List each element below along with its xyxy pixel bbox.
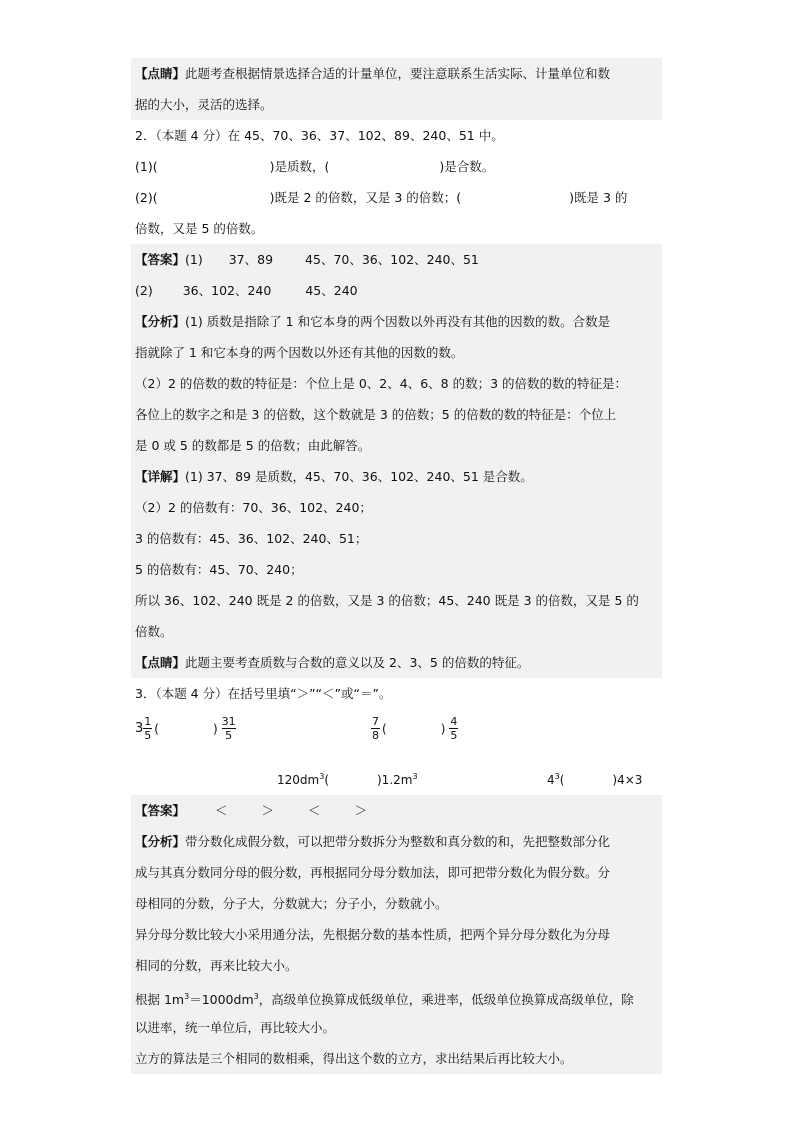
text: 倍数。 [135,624,173,639]
superscript: 3 [184,992,190,1001]
numerator: 4 [450,715,458,728]
answer-line-3 [131,795,662,826]
text-line [131,368,662,399]
text-line [131,492,662,523]
text: (2)( [135,190,158,205]
key-point-tag: 【点睛】 [135,655,186,670]
text: 根据 1m [135,992,185,1008]
text: )既是 2 的倍数，又是 3 的倍数；( [269,190,462,205]
superscript: 3 [253,992,259,1001]
text: 带分数化成假分数，可以把带分数拆分为整数和真分数的和，先把整数部分化 [185,834,611,849]
text: (1) [185,252,203,267]
text: (1) 37、89 是质数，45、70、36、102、240、51 是合数。 [185,469,533,484]
text: 相同的分数，再来比较大小。 [135,958,298,973]
mixed-fraction-comparison [135,715,236,742]
text: 36、102、240 [182,283,272,298]
text: )既是 3 的 [569,190,628,205]
text: (1) 质数是指除了 1 和它本身的两个因数以外再没有其他的因数的数。合数是 [185,314,611,329]
text: 3 的倍数有：45、36、102、240、51； [135,531,368,546]
answer-tag: 【答案】 [135,803,186,818]
whole-part: 3 [135,721,144,736]
text-line [131,888,662,919]
answer-tag: 【答案】 [135,252,186,267]
text: )4×3 [612,773,643,787]
text: 异分母分数比较大小采用通分法，先根据分数的基本性质，把两个异分母分数化为分母 [135,927,611,942]
paren: ) [212,721,218,736]
fraction [371,715,380,742]
text: 120dm [277,773,320,787]
text-line [131,919,662,950]
text: 母相同的分数，分子大，分数就大；分子小，分数就小。 [135,896,448,911]
power-comparison [547,772,642,787]
text-line [131,857,662,888]
text: 指就除了 1 和它本身的两个因数以外还有其他的因数的数。 [135,345,464,360]
key-point-line [131,58,662,89]
key-point-line [131,647,662,678]
paren: ( [154,721,159,736]
text-line [131,981,662,1012]
text: 此题考查根据情景选择合适的计量单位，要注意联系生活实际、计量单位和数 [185,66,611,81]
text: ＝1000dm [189,992,254,1008]
text: )是合数。 [439,159,495,174]
analysis-tag: 【分析】 [135,834,186,849]
numerator: 1 [144,715,152,728]
text: ，高级单位换算成低级单位，乘进率，低级单位换算成高级单位，除 [258,992,634,1008]
answer-symbol: ＞ [261,803,275,818]
text: 倍数，又是 5 的倍数。 [135,221,264,236]
answer-symbol: ＞ [354,803,368,818]
text: (1)( [135,159,158,174]
answer-line-1 [131,244,662,275]
fraction-comparison [371,715,458,742]
text: 立方的算法是三个相同的数相乘，得出这个数的立方，求出结果后再比较大小。 [135,1051,573,1066]
text-line [131,1012,662,1043]
text-line [131,585,662,616]
page-content [131,58,662,1074]
text-line [131,616,662,647]
text: 是 0 或 5 的数都是 5 的倍数；由此解答。 [135,438,371,453]
text-line [131,337,662,368]
fraction-comparison-row [131,709,662,765]
text: )是质数，( [269,159,330,174]
answer-symbol: ＜ [215,803,228,818]
text: 37、89 [228,252,274,267]
text: ( [324,773,329,787]
text-line [131,213,662,244]
numerator: 7 [372,715,379,728]
question-2-part-1 [131,151,662,182]
paren: ) [440,721,446,736]
text: 成与其真分数同分母的假分数，再根据同分母分数加法，即可把带分数化为假分数。分 [135,865,611,880]
text: 所以 36、102、240 既是 2 的倍数，又是 3 的倍数；45、240 既是 3 的倍数，又是 5 的 [135,593,639,608]
analysis-line [131,306,662,337]
text-line [131,1043,662,1074]
text: 据的大小，灵活的选择。 [135,97,273,112]
text-line [131,430,662,461]
answer-line-2 [131,275,662,306]
answer-symbol: ＜ [308,803,321,818]
text: 以进率，统一单位后，再比较大小。 [135,1020,336,1035]
text: 2．（本题 4 分）在 45、70、36、37、102、89、240、51 中。 [135,128,504,143]
superscript: 3 [319,772,325,781]
text-line [131,554,662,585]
denominator: 5 [144,729,152,742]
text: 45、70、36、102、240、51 [305,252,479,267]
text: （2）2 的倍数的数的特征是：个位上是 0、2、4、6、8 的数；3 的倍数的数的特征是： [135,376,628,391]
fraction [222,715,236,742]
fraction [143,715,152,742]
text: 4 [547,773,555,787]
detail-line [131,461,662,492]
text: 各位上的数字之和是 3 的倍数，这个数就是 3 的倍数；5 的倍数的数的特征是：个位上 [135,407,617,422]
text-line [131,523,662,554]
text: (2) [135,283,153,298]
key-point-tag: 【点睛】 [135,66,186,81]
superscript: 3 [554,772,560,781]
paren: ( [382,721,387,736]
text: 3．（本题 4 分）在括号里填“＞”“＜”或“＝”。 [135,686,392,701]
superscript: 3 [412,772,418,781]
question-2-title [131,120,662,151]
text: （2）2 的倍数有：70、36、102、240； [135,500,372,515]
text: 45、240 [305,283,358,298]
denominator: 8 [372,729,379,742]
text: 5 的倍数有：45、70、240； [135,562,303,577]
detail-tag: 【详解】 [135,469,186,484]
text: 此题主要考查质数与合数的意义以及 2、3、5 的倍数的特征。 [185,655,530,670]
question-2-part-2 [131,182,662,213]
text-line [131,399,662,430]
unit-comparison-row [131,765,662,795]
question-3-title [131,678,662,709]
text: )1.2m [377,773,413,787]
text-line [131,89,662,120]
volume-comparison [277,772,418,787]
analysis-tag: 【分析】 [135,314,186,329]
fraction [449,715,458,742]
text: ( [559,773,565,787]
denominator: 5 [225,729,233,742]
numerator: 31 [221,715,236,728]
mixed-number [135,715,152,742]
analysis-line [131,826,662,857]
denominator: 5 [450,729,458,742]
text-line [131,950,662,981]
